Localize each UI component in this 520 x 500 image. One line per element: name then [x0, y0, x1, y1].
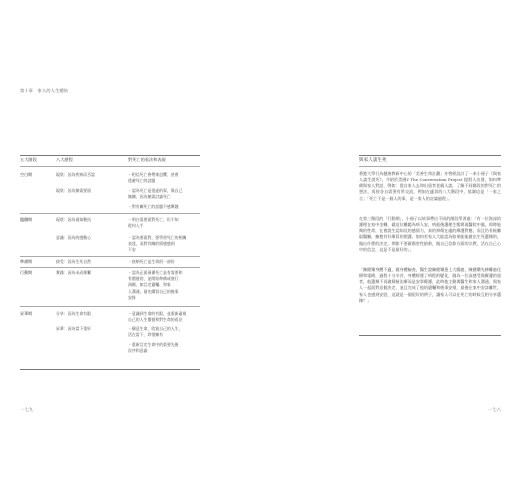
table-top-rule — [20, 155, 200, 156]
sidebar-title: 與家人談生死 — [359, 158, 387, 163]
table-cell-reaction: ・對有關死亡的話題不感興趣 — [128, 204, 179, 209]
table-cell-reaction: ・重新訂定生命中的重要先後 次序和意義 — [128, 342, 179, 354]
table-cell-stage: 醞釀期 — [20, 217, 33, 222]
table-row-rule — [20, 267, 200, 268]
column-header-reaction: 對死亡的看法和表現 — [128, 157, 166, 162]
table-cell-factor: 昇華：因為當下重好 — [56, 326, 92, 331]
page-number-left: 一七九 — [20, 408, 34, 413]
table-cell-stage: 準備期 — [20, 259, 33, 264]
table-cell-reaction: ・認為要面對，要學習死亡的相關 表達，而對有關的情感感到 不安 — [128, 235, 187, 253]
sidebar-paragraph: 香港大學行為健康教研中心的「美善生命計劃」亦曾經設計了一本小冊子《與家人談生說死》，介紹於美國Y The Conversation Project 提倡人出發，如何準備與家人對話，例如：從自家人去和出患者老親人談，了解不同階段的對死亡的想法，再按各自需要有所交流，例如在適切的八大階段中，協調這是「一家之言」「死亡不是一個人的事，是一家人的討論過程」。 — [359, 171, 501, 201]
table-cell-factor: 意識：因為的感動心 — [56, 235, 92, 240]
table-header-rule — [20, 166, 200, 167]
table-cell-stage: 昇華期 — [20, 311, 33, 316]
column-header-factor: 八大歷程 — [56, 157, 73, 162]
table-cell-stage: 行動期 — [20, 270, 33, 275]
column-header-stage: 五大階段 — [20, 157, 37, 162]
table-cell-factor: 現狀：因為無需要面 — [56, 188, 92, 193]
chapter-header: 第十章 家人的人生總結 — [20, 88, 69, 93]
table-cell-stage: 空白期 — [20, 172, 33, 177]
table-cell-factor: 現狀：因為預知動抗 — [56, 217, 92, 222]
table-bottom-rule — [20, 369, 200, 370]
table-cell-reaction: ・願意生命，欣賞自己的人生， 活在當下，珍惜擁有 — [128, 326, 183, 338]
table-cell-reaction: ・認為正面預備死亡是有需要和 有價值的，並開始準備或進行 預備，如訂定遺囑、和家 人溝通，預先購買自己的後事 安排 — [128, 270, 183, 300]
table-cell-reaction: ・相信死亡會帶來恐懼，甚會 逃避死亡的話題 — [128, 172, 179, 184]
sidebar-paragraph: 「陳健樂身體不適，做身體檢查，醫生說陳健樂患上大腸癌，陳健樂先陣難過化療和電療，過程十分辛苦，身體經歷了病程的變化，做為一位深感受與療護的患者，他選擇不再做積極治療而是安寧療護，此時他主動與醫生和家人溝通，與家人一起面對這個決定，並且完成了他的遺囑和後事安排，最後在家中安詳離世，家人也感到安慰，這就是一個很好的例子，讓家人可以在死亡的時候互相分享選擇？」 — [359, 267, 501, 303]
table-cell-reaction: ・接納死亡是生命的一部份 — [128, 259, 175, 264]
table-cell-reaction: ・認為死亡是很遙的事，與自己 無關，因為無需討論死亡 — [128, 188, 183, 200]
table-cell-factor: 實踐：因為未而維繫 — [56, 270, 92, 275]
table-cell-factor: 現狀：因為疾病而否認 — [56, 172, 95, 177]
table-cell-factor: 接受：因為生死自然 — [56, 259, 92, 264]
sidebar-title-rule — [359, 166, 501, 167]
sidebar-bottom-rule — [359, 335, 501, 336]
table-cell-factor: 分享：因為生命有限 — [56, 311, 92, 316]
page-number-right: 一七八 — [488, 408, 502, 413]
table-row-rule — [20, 213, 200, 214]
table-row-rule — [20, 306, 200, 307]
table-cell-reaction: ・意識到生命的有限，並重新審視 自己的人生價值和對生命的看法 — [128, 311, 187, 323]
sidebar-top-rule — [359, 155, 501, 156]
table-row-rule — [20, 256, 200, 257]
table-cell-reaction: ・明白需要面對死亡，但不知 從何入手 — [128, 217, 179, 229]
sidebar-paragraph: 在第三階段的「行動期」，小冊子以故事帶出不同的階段學習過：「有一位資深的護理在家中坐轉，做這位難題為病人安，病逝後護理生態實現醫院中風，即時能夠的性命，在會說生認知及的感情力，真的掉傷在處的療護對應，而且仍有極難取醫難，擁抱有好療員的照護。如何若家人大能認為如果能能做出生死選擇的，做出什麼的決定，例如不要做傷害性搶救，做自己信仰方面的宗教，活在自己心中的信念，這是不是最好的」。 — [359, 216, 501, 252]
